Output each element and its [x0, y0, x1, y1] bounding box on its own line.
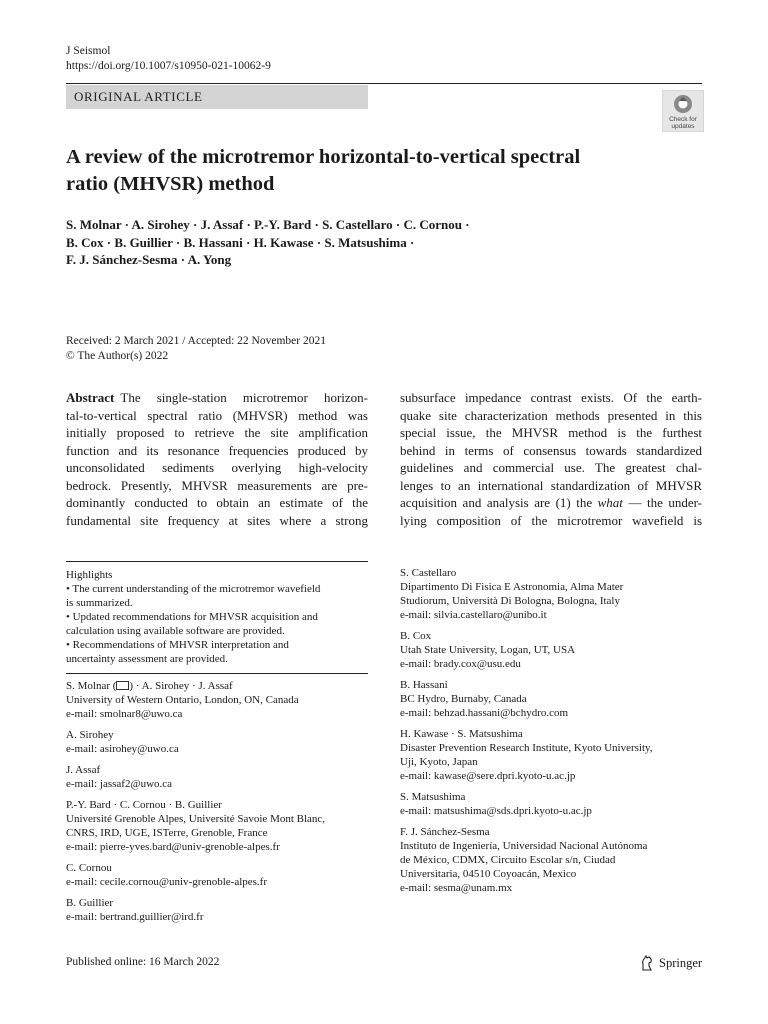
highlight-line: • The current understanding of the microtremor wavefield [66, 583, 321, 595]
affiliations-right [400, 566, 702, 902]
footnote-rule [66, 561, 368, 562]
abstract-line: function and its resonance frequencies produced by [66, 442, 368, 458]
affiliation-line: de México, CDMX, Circuito Escolar s/n, Ciudad [400, 854, 616, 866]
header-rule [66, 83, 702, 84]
affiliation-names: C. Cornou [66, 862, 112, 874]
affiliation-block [400, 825, 702, 895]
affiliation-names: J. Assaf [66, 764, 101, 776]
email-link[interactable]: e-mail: matsushima@sds.dpri.kyoto-u.ac.jp [400, 805, 592, 817]
affiliation-names: S. Molnar ( ) · A. Sirohey · J. Assaf [66, 680, 233, 692]
affiliation-names: F. J. Sánchez-Sesma [400, 826, 490, 838]
emphasis-what: what [597, 495, 623, 510]
highlights-box [66, 568, 368, 666]
check-for-updates-icon [662, 90, 704, 132]
affiliation-names: B. Cox [400, 630, 432, 642]
affiliation-names: S. Matsushima [400, 791, 466, 803]
article-type-banner: ORIGINAL ARTICLE [66, 85, 368, 109]
highlight-line: uncertainty assessment are provided. [66, 653, 228, 665]
email-link[interactable]: e-mail: asirohey@uwo.ca [66, 743, 179, 755]
title-line-1: A review of the microtremor horizontal-to-vertical spectral [66, 146, 581, 168]
affiliation-names: A. Sirohey [66, 729, 114, 741]
email-link[interactable]: e-mail: brady.cox@usu.edu [400, 658, 521, 670]
author-list [66, 216, 626, 269]
email-link[interactable]: e-mail: smolnar8@uwo.ca [66, 708, 183, 720]
check-for-updates-line1: Check for [669, 116, 697, 123]
abstract-line: subsurface impedance contrast exists. Of the earth- [400, 390, 702, 405]
abstract-keyword: Abstract [66, 390, 115, 405]
abstract-line: acquisition and analysis are (1) the what — the under- [400, 495, 703, 510]
affiliation-line: Studiorum, Università Di Bologna, Bologna, Italy [400, 595, 620, 607]
doi-link[interactable]: https://doi.org/10.1007/s10950-021-10062-9 [66, 60, 271, 72]
affiliation-names: B. Guillier [66, 897, 114, 909]
abstract-line: Abstract The single-station microtremor horizon- [66, 390, 368, 405]
email-link[interactable]: e-mail: kawase@sere.dpri.kyoto-u.ac.jp [400, 770, 576, 782]
abstract-line: behind in terms of consensus towards standardized [400, 442, 702, 458]
springer-horse-icon [640, 955, 654, 971]
affiliation-block [66, 679, 368, 721]
abstract-line: guidelines and commercial use. The greatest chal- [400, 460, 702, 475]
envelope-icon[interactable] [116, 681, 129, 690]
received-accepted: Received: 2 March 2021 / Accepted: 22 November 2021 [66, 335, 326, 347]
affiliation-line: Utah State University, Logan, UT, USA [400, 644, 576, 656]
affiliation-block [66, 728, 368, 756]
paper-title [66, 144, 686, 198]
email-link[interactable]: e-mail: behzad.hassani@bchydro.com [400, 707, 569, 719]
affiliation-names: P.-Y. Bard · C. Cornou · B. Guillier [66, 799, 222, 811]
highlight-line: • Updated recommendations for MHVSR acquisition and [66, 611, 318, 623]
publication-dates [66, 334, 326, 364]
affiliation-names: S. Castellaro [400, 567, 457, 579]
affiliation-line: Instituto de Ingeniería, Universidad Nacional Autónoma [400, 840, 648, 852]
title-line-2: ratio (MHVSR) method [66, 173, 275, 195]
affiliation-line: University of Western Ontario, London, ON, Canada [66, 694, 299, 706]
affiliation-block [66, 861, 368, 889]
abstract-left-column [66, 389, 368, 529]
highlight-line: calculation using available software are provided. [66, 625, 285, 637]
affiliation-line: Disaster Prevention Research Institute, Kyoto University, [400, 742, 653, 754]
affiliation-block [400, 629, 702, 671]
email-link[interactable]: e-mail: bertrand.guillier@ird.fr [66, 911, 204, 923]
abstract-line: lenges to an international standardization of MHVSR [400, 477, 702, 493]
email-link[interactable]: e-mail: silvia.castellaro@unibo.it [400, 609, 547, 621]
affiliation-line: CNRS, IRD, UGE, ISTerre, Grenoble, France [66, 827, 268, 839]
highlight-line: is summarized. [66, 597, 133, 609]
copyright: © The Author(s) 2022 [66, 350, 169, 362]
abstract-line: lying composition of the microtremor wavefield is [400, 512, 702, 528]
journal-name: J Seismol [66, 45, 111, 57]
email-link[interactable]: e-mail: cecile.cornou@univ-grenoble-alpes.fr [66, 876, 268, 888]
publisher-name: Springer [659, 955, 703, 970]
affiliation-line: Universitaria, 04510 Coyoacán, Mexico [400, 868, 577, 880]
check-for-updates-line2: updates [671, 123, 695, 130]
check-for-updates-badge[interactable] [662, 90, 704, 132]
abstract-line: bedrock. Presently, MHVSR measurements are pre- [66, 477, 368, 493]
email-link[interactable]: e-mail: sesma@unam.mx [400, 882, 513, 894]
affiliation-names: B. Hassani [400, 679, 448, 691]
abstract-line: unconsolidated sediments overlying high-velocity [66, 460, 368, 475]
authors-line-1: S. Molnar · A. Sirohey · J. Assaf · P.-Y. Bard · S. Castellaro · C. Cornou · [66, 217, 470, 232]
affiliation-block [66, 763, 368, 791]
affiliation-block [400, 727, 702, 783]
affiliation-block [400, 566, 702, 622]
authors-line-2: B. Cox · B. Guillier · B. Hassani · H. Kawase · S. Matsushima · [66, 234, 415, 250]
affiliation-rule [66, 673, 368, 674]
affiliation-line: Dipartimento Di Fisica E Astronomia, Alma Mater [400, 581, 624, 593]
abstract-line: quake site characterization methods presented in this [400, 407, 702, 423]
affiliations-left [66, 679, 368, 931]
journal-header [66, 44, 271, 74]
affiliation-block [66, 798, 368, 854]
affiliation-block [400, 678, 702, 720]
affiliation-line: BC Hydro, Burnaby, Canada [400, 693, 527, 705]
abstract-line: dominantly conducted to obtain an estimate of the [66, 495, 368, 510]
affiliation-names: H. Kawase · S. Matsushima [400, 728, 523, 740]
abstract-right-column [400, 389, 702, 529]
email-link[interactable]: e-mail: pierre-yves.bard@univ-grenoble-alpes.fr [66, 841, 280, 853]
affiliation-line: Uji, Kyoto, Japan [400, 756, 478, 768]
affiliation-block [400, 790, 702, 818]
highlight-line: • Recommendations of MHVSR interpretation and [66, 639, 289, 651]
abstract-line: tal-to-vertical spectral ratio (MHVSR) method was [66, 407, 368, 423]
email-link[interactable]: e-mail: jassaf2@uwo.ca [66, 778, 173, 790]
published-online: Published online: 16 March 2022 [66, 956, 220, 968]
authors-line-3: F. J. Sánchez-Sesma · A. Yong [66, 252, 232, 267]
abstract-line: initially proposed to retrieve the site amplification [66, 425, 368, 440]
publisher-logo[interactable] [640, 955, 702, 971]
highlights-heading: Highlights [66, 569, 113, 581]
abstract-line: special issue, the MHVSR method is the furthest [400, 425, 702, 440]
abstract-line: fundamental site frequency at sites where a strong [66, 512, 368, 528]
affiliation-line: Université Grenoble Alpes, Université Savoie Mont Blanc, [66, 813, 326, 825]
affiliation-block [66, 896, 368, 924]
